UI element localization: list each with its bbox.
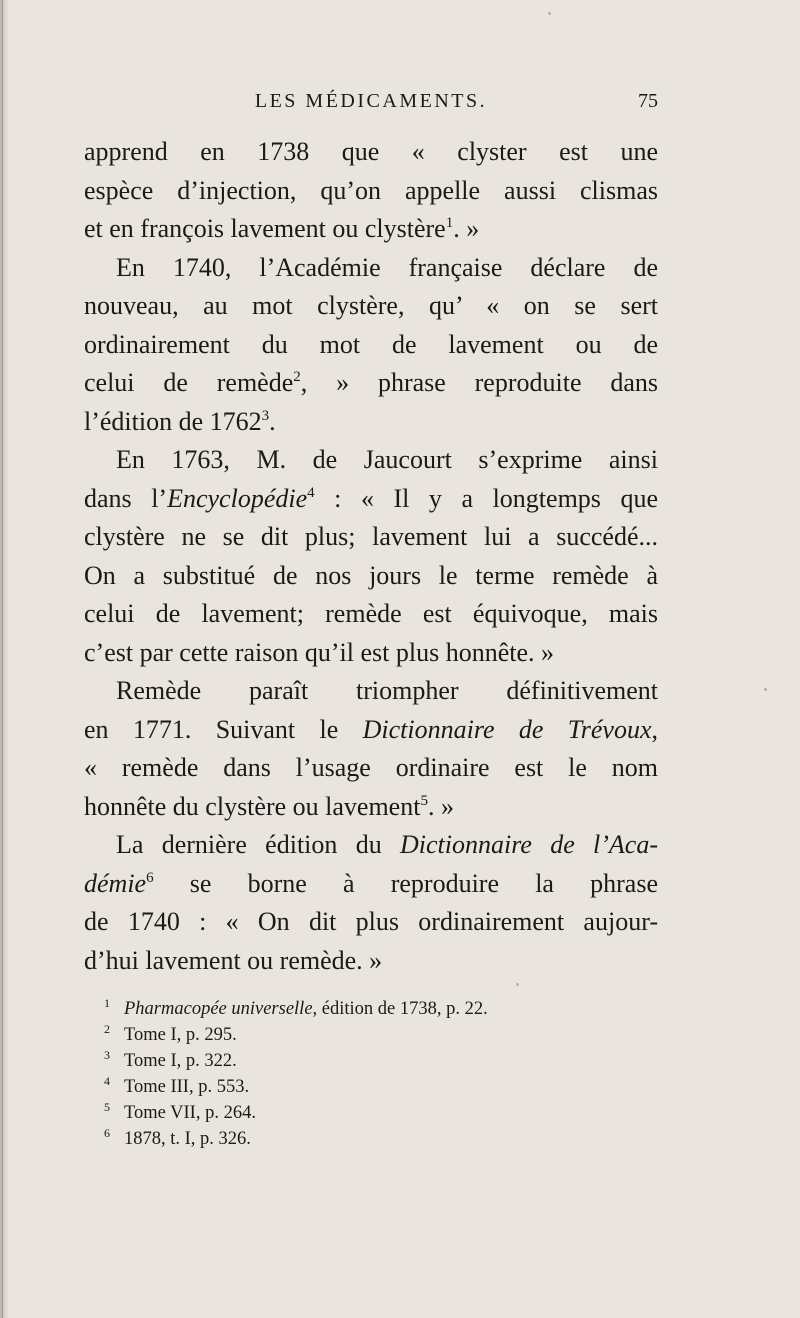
page-number: 75 <box>638 90 658 112</box>
body-text <box>84 133 658 980</box>
text-line <box>84 480 658 519</box>
footnote-ref: 5 <box>420 792 428 809</box>
text-span: se borne à reproduire la phrase <box>153 868 658 898</box>
text-line <box>84 672 658 711</box>
text-span: celui de remède <box>84 368 294 397</box>
text-line <box>84 788 658 827</box>
footnote-ref: 2 <box>293 369 301 385</box>
footnote-ref: 1 <box>445 215 454 231</box>
text-line <box>84 634 658 673</box>
italic-title: Dictionnaire de Trévoux <box>362 714 652 744</box>
text-span: La dernière édition du <box>116 830 400 859</box>
footnote-ref: 3 <box>261 407 270 424</box>
italic-title: Dictionnaire de l’Aca- <box>400 830 658 859</box>
footnote: 6 1878, t. I, p. 326. <box>104 1126 251 1149</box>
footnotes <box>104 996 658 1152</box>
text-span: , » phrase reproduite dans <box>300 368 658 397</box>
text-span: . <box>269 406 276 436</box>
footnote-text: 1878, t. I, p. 326. <box>124 1129 251 1149</box>
footnote: 3 Tome I, p. 322. <box>104 1048 237 1071</box>
text-span: dans l’ <box>84 483 168 513</box>
text-line <box>84 364 658 403</box>
text-line <box>84 749 658 788</box>
footnote: 2 Tome I, p. 295. <box>104 1022 237 1045</box>
footnote-ref: 6 <box>146 869 154 886</box>
text-line <box>84 210 658 249</box>
text-span: honnête du clystère ou lavement <box>84 791 421 821</box>
text-span: « remède dans l’usage ordinaire est le nom <box>84 753 658 782</box>
footnote-text: Tome III, p. 553. <box>124 1077 250 1097</box>
text-span: de 1740 : « On dit plus ordinairement aujour- <box>84 907 658 936</box>
paper-speck <box>548 12 551 15</box>
text-span: En 1763, M. de Jaucourt s’exprime ainsi <box>116 445 658 474</box>
text-line <box>84 903 658 942</box>
text-line <box>84 249 658 288</box>
text-span: en 1771. Suivant le <box>84 714 363 744</box>
text-span: En 1740, l’Académie française déclare de <box>116 252 658 282</box>
text-line <box>84 518 658 557</box>
running-head <box>84 90 658 114</box>
text-line <box>84 326 658 365</box>
footnote-text: Tome I, p. 295. <box>124 1025 237 1045</box>
text-span: l’édition de 1762 <box>84 406 262 436</box>
text-span: espèce d’injection, qu’on appelle aussi clismas <box>84 175 658 205</box>
running-title: LES MÉDICAMENTS. <box>254 90 488 112</box>
text-line <box>84 403 658 442</box>
italic-title: Pharmacopée universelle, <box>124 999 318 1019</box>
text-span: celui de lavement; remède est équivoque, mais <box>84 599 658 628</box>
text-span: d’hui lavement ou remède. » <box>84 945 383 975</box>
text-line <box>84 441 658 480</box>
footnote-text: Tome VII, p. 264. <box>124 1103 256 1123</box>
text-span: On a substitué de nos jours le terme remède à <box>84 560 658 590</box>
text-span: c’est par cette raison qu’il est plus honnête. » <box>84 637 555 667</box>
footnote-ref: 4 <box>307 484 315 501</box>
footnote-text: Tome I, p. 322. <box>124 1051 237 1071</box>
footnote: 4 Tome III, p. 553. <box>104 1074 250 1097</box>
text-line <box>84 595 658 634</box>
text-span: et en françois lavement ou clystère <box>84 214 446 243</box>
text-line <box>84 942 658 981</box>
text-span: clystère ne se dit plus; lavement lui a succédé... <box>84 522 658 551</box>
text-line <box>84 287 658 326</box>
text-line <box>84 711 658 750</box>
text-line <box>84 133 658 172</box>
text-line <box>84 826 658 865</box>
page-edge-line <box>2 0 3 1318</box>
text-span: . » <box>427 791 454 821</box>
text-span: nouveau, au mot clystère, qu’ « on se sert <box>84 291 658 320</box>
paper-speck <box>516 983 519 986</box>
text-span: Remède paraît triompher définitivement <box>116 676 658 705</box>
text-span: apprend en 1738 que « clyster est une <box>84 137 658 166</box>
italic-title: démie <box>84 868 147 898</box>
italic-title: Encyclopédie <box>167 483 308 513</box>
paper-speck <box>764 688 767 691</box>
text-span: : « Il y a longtemps que <box>314 483 658 513</box>
text-line <box>84 865 658 904</box>
text-line <box>84 172 658 211</box>
text-line <box>84 557 658 596</box>
text-span: , <box>651 714 658 744</box>
footnote: 1 Pharmacopée universelle, édition de 1738, p. 22. <box>104 996 488 1019</box>
footnote: 5 Tome VII, p. 264. <box>104 1100 256 1123</box>
text-span: . » <box>453 214 480 243</box>
text-span: ordinairement du mot de lavement ou de <box>84 329 658 359</box>
footnote-text: édition de 1738, p. 22. <box>317 999 488 1019</box>
